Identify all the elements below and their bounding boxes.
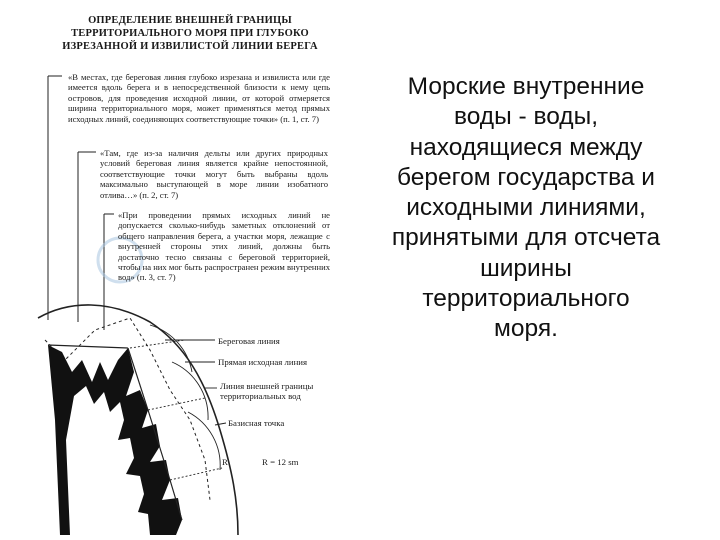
label-base-point: Базисная точка — [228, 418, 285, 428]
label-straight-baseline: Прямая исходная линия — [218, 357, 308, 367]
quote-article-7-para-3: «При проведении прямых исходных линий не допускается сколько-нибудь заметных отклонений от общего направления берега, а участки моря, лежащие с внутренней стороны этих линий, должны быть достаточно тесно связаны с береговой территорией, чтобы на них мог быть распространен режим внутренних вод» (п. 3, ст. 7) — [118, 210, 330, 283]
label-r: R — [222, 457, 228, 467]
label-outer-limit: Линия внешней границы территориальных вод — [220, 381, 314, 401]
scan-title: ОПРЕДЕЛЕНИЕ ВНЕШНЕЙ ГРАНИЦЫ ТЕРРИТОРИАЛЬНОГО МОРЯ ПРИ ГЛУБОКО ИЗРЕЗАННОЙ И ИЗВИЛИСТОЙ ЛИНИИ БЕРЕГА — [62, 15, 318, 52]
quote-article-7-para-2: «Там, где из-за наличия дельты или других природных условий береговая линия является крайне непостоянной, соответствующие точки могут быть выбраны вдоль максимально выступающей в море линии изобатного отлива…» (п. 2, ст. 7) — [100, 148, 328, 200]
leader-lines — [165, 340, 226, 425]
quote-article-7-para-1: «В местах, где береговая линия глубоко изрезана и извилиста или где имеется вдоль берега и в непосредственной близости к нему цепь островов, для проведения исходной линии, от которой отмеряется ширина территориального моря, может применяться метод прямых исходных линий, соединяющих соответствующие точки» (п. 1, ст. 7) — [68, 72, 330, 124]
definition-text: Морские внутренние воды - воды, находящиеся между берегом государства и исходными линиями, принятыми для отсчета ширины территориального моря. — [391, 73, 661, 343]
label-r-value: R = 12 sm — [262, 457, 299, 467]
label-coastline: Береговая линия — [218, 336, 280, 346]
